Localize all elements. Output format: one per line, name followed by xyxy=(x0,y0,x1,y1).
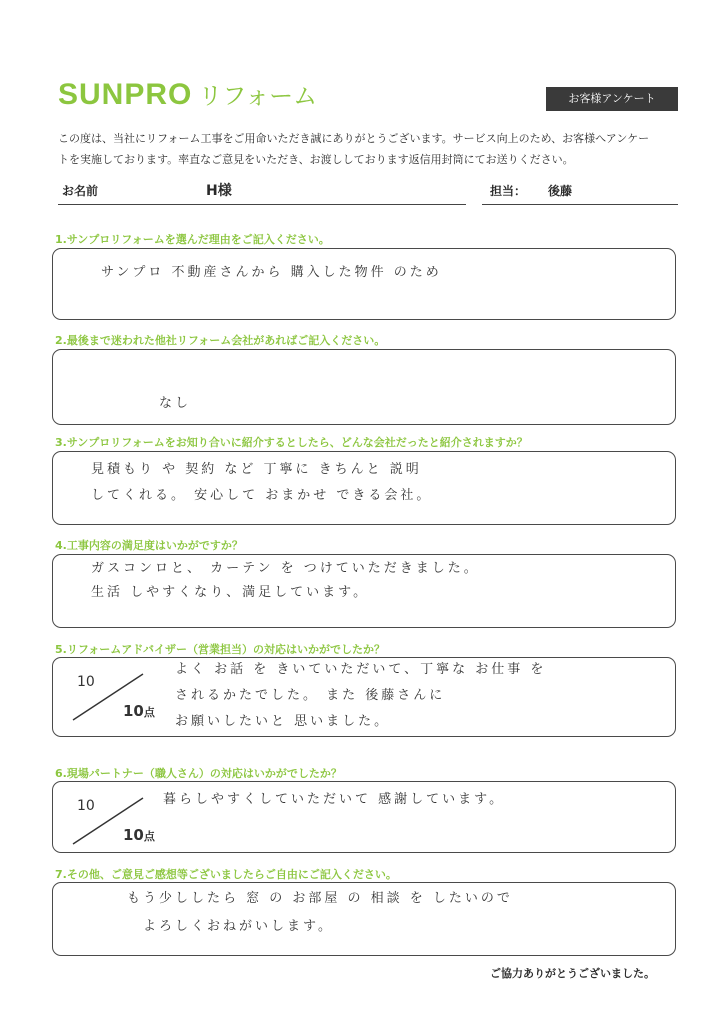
handwritten-answer: お願いしたいと 思いました。 xyxy=(175,714,391,729)
name-value: H様 xyxy=(206,183,232,199)
intro-text xyxy=(58,128,682,170)
closing-text: ご協力ありがとうございました。 xyxy=(490,967,655,980)
handwritten-answer: 生活 しやすくなり、満足しています。 xyxy=(91,585,370,600)
question-4-answer-box xyxy=(52,554,676,628)
handwritten-answer: 暮らしやすくしていただいて 感謝しています。 xyxy=(163,792,506,807)
question-2-title: 2.最後まで迷われた他社リフォーム会社があればご記入ください。 xyxy=(55,334,386,347)
handwritten-answer: 見積もり や 契約 など 丁寧に きちんと 説明 xyxy=(91,462,422,477)
question-3-title: 3.サンプロリフォームをお知り合いに紹介するとしたら、どんな会社だったと紹介されますか？ xyxy=(55,436,528,449)
question-7-answer-box xyxy=(52,882,676,956)
question-3-answer-box xyxy=(52,451,676,525)
handwritten-answer: よく お話 を きいていただいて、丁寧な お仕事 を xyxy=(175,662,547,677)
question-7-title: 7.その他、ご意見ご感想等ございましたらご自由にご記入ください。 xyxy=(55,868,397,881)
handwritten-score: 10 xyxy=(77,674,95,690)
sunpro-reform-logo xyxy=(58,76,317,110)
name-label: お名前 xyxy=(62,184,99,198)
score-area xyxy=(67,670,177,732)
customer-name-field xyxy=(58,178,466,205)
staff-value: 後藤 xyxy=(548,184,573,198)
handwritten-answer: してくれる。 安心して おまかせ できる会社。 xyxy=(91,488,433,503)
intro-line: トを実施しております。率直なご意見をいただき、お渡ししております返信用封筒にてお送りください。 xyxy=(58,153,574,166)
score-unit: 点 xyxy=(143,706,155,719)
printed-score-value: 10 xyxy=(123,826,144,844)
question-6-answer-box xyxy=(52,781,676,853)
score-unit: 点 xyxy=(143,830,155,843)
logo-brand-text: SUNPRO xyxy=(58,78,193,111)
question-1-title: 1.サンプロリフォームを選んだ理由をご記入ください。 xyxy=(55,233,330,246)
question-2-answer-box xyxy=(52,349,676,425)
handwritten-score: 10 xyxy=(77,798,95,814)
staff-field xyxy=(482,178,678,205)
question-6-title: 6.現場パートナー（職人さん）の対応はいかがでしたか？ xyxy=(55,767,342,780)
handwritten-answer: もう少ししたら 窓 の お部屋 の 相談 を したいので xyxy=(127,891,513,906)
printed-score-value: 10 xyxy=(123,702,144,720)
handwritten-answer: ガスコンロと、 カーテン を つけていただきました。 xyxy=(91,561,480,576)
intro-line: この度は、当社にリフォーム工事をご用命いただき誠にありがとうございます。サービス向上のため、お客様へアンケー xyxy=(58,132,650,145)
printed-score xyxy=(123,702,155,720)
question-1-answer-box xyxy=(52,248,676,320)
logo-sub-text: リフォーム xyxy=(198,82,318,110)
survey-badge: お客様アンケート xyxy=(546,87,678,111)
score-area xyxy=(67,794,177,856)
question-5-title: 5.リフォームアドバイザー（営業担当）の対応はいかがでしたか？ xyxy=(55,643,386,656)
handwritten-answer: されるかたでした。 また 後藤さんに xyxy=(175,688,446,703)
staff-label: 担当： xyxy=(490,184,527,198)
question-5-answer-box xyxy=(52,657,676,737)
printed-score xyxy=(123,826,155,844)
question-4-title: 4.工事内容の満足度はいかがですか？ xyxy=(55,539,243,552)
handwritten-answer: よろしくおねがいします。 xyxy=(143,919,334,934)
handwritten-answer: サンプロ 不動産さんから 購入した物件 のため xyxy=(101,265,442,280)
handwritten-answer: なし xyxy=(159,396,192,411)
